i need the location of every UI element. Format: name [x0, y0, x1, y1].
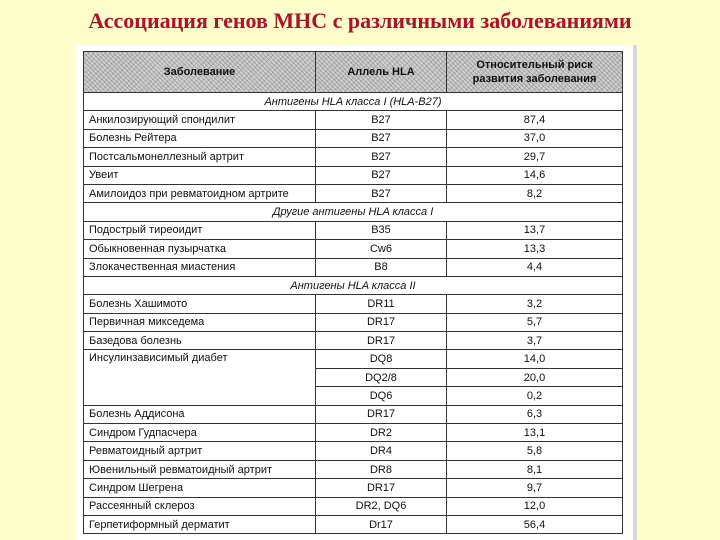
risk-cell: 5,8	[447, 442, 623, 460]
allele-cell: DR2	[316, 424, 447, 442]
risk-cell: 8,2	[447, 184, 623, 202]
risk-cell: 13,1	[447, 424, 623, 442]
risk-cell: 20,0	[447, 368, 623, 386]
table-row	[84, 424, 623, 442]
risk-cell: 5,7	[447, 313, 623, 331]
risk-cell: 14,0	[447, 350, 623, 368]
table-row	[84, 166, 623, 184]
disease-cell: Подострый тиреоидит	[84, 221, 316, 239]
table-row	[84, 258, 623, 276]
risk-cell: 6,3	[447, 405, 623, 423]
disease-cell: Синдром Гудпасчера	[84, 424, 316, 442]
table-row	[84, 148, 623, 166]
allele-cell: Dr17	[316, 515, 447, 533]
disease-cell: Болезнь Аддисона	[84, 405, 316, 423]
risk-cell: 0,2	[447, 387, 623, 405]
table-row	[84, 350, 623, 368]
section-label: Антигены HLA класса I (HLA-B27)	[84, 93, 623, 111]
disease-cell: Синдром Шегрена	[84, 479, 316, 497]
header-disease: Заболевание	[84, 52, 316, 93]
allele-cell: DR17	[316, 405, 447, 423]
allele-cell: DR17	[316, 332, 447, 350]
table-row	[84, 460, 623, 478]
header-allele: Аллель HLA	[316, 52, 447, 93]
table-row	[84, 240, 623, 258]
hla-association-table	[83, 51, 623, 534]
risk-cell: 4,4	[447, 258, 623, 276]
risk-cell: 3,2	[447, 295, 623, 313]
risk-cell: 13,3	[447, 240, 623, 258]
allele-cell: DQ6	[316, 387, 447, 405]
risk-cell: 9,7	[447, 479, 623, 497]
disease-cell: Ревматоидный артрит	[84, 442, 316, 460]
allele-cell: B27	[316, 111, 447, 129]
disease-cell: Рассеянный склероз	[84, 497, 316, 515]
allele-cell: B27	[316, 129, 447, 147]
disease-cell: Анкилозирующий спондилит	[84, 111, 316, 129]
disease-cell: Базедова болезнь	[84, 332, 316, 350]
header-risk: Относительный риск развития заболевания	[447, 52, 623, 93]
table-row	[84, 479, 623, 497]
section-label: Антигены HLA класса II	[84, 276, 623, 294]
table-row	[84, 405, 623, 423]
allele-cell: DQ2/8	[316, 368, 447, 386]
allele-cell: B27	[316, 148, 447, 166]
allele-cell: Cw6	[316, 240, 447, 258]
allele-cell: DR4	[316, 442, 447, 460]
allele-cell: DR8	[316, 460, 447, 478]
disease-cell: Злокачественная миастения	[84, 258, 316, 276]
page-title: Ассоциация генов MHC с различными заболеваниями	[88, 8, 632, 33]
allele-cell: DR17	[316, 313, 447, 331]
table-row	[84, 332, 623, 350]
allele-cell: B27	[316, 166, 447, 184]
disease-cell: Увеит	[84, 166, 316, 184]
disease-cell: Постсальмонеллезный артрит	[84, 148, 316, 166]
allele-cell: B8	[316, 258, 447, 276]
table-body	[84, 93, 623, 534]
allele-cell: DQ8	[316, 350, 447, 368]
risk-cell: 3,7	[447, 332, 623, 350]
disease-cell: Болезнь Хашимото	[84, 295, 316, 313]
section-row	[84, 93, 623, 111]
table-scan	[75, 45, 637, 540]
disease-cell: Герпетиформный дерматит	[84, 515, 316, 533]
allele-cell: DR17	[316, 479, 447, 497]
table-header	[84, 52, 623, 93]
table-row	[84, 442, 623, 460]
table-row	[84, 184, 623, 202]
risk-cell: 56,4	[447, 515, 623, 533]
allele-cell: B27	[316, 184, 447, 202]
table-row	[84, 313, 623, 331]
allele-cell: DR2, DQ6	[316, 497, 447, 515]
table-row	[84, 111, 623, 129]
table-row	[84, 515, 623, 533]
allele-cell: B35	[316, 221, 447, 239]
disease-cell: Амилоидоз при ревматоидном артрите	[84, 184, 316, 202]
table-row	[84, 295, 623, 313]
disease-cell: Инсулинзависимый диабет	[84, 350, 316, 405]
table-row	[84, 129, 623, 147]
section-label: Другие антигены HLA класса I	[84, 203, 623, 221]
section-row	[84, 203, 623, 221]
table-row	[84, 497, 623, 515]
risk-cell: 14,6	[447, 166, 623, 184]
risk-cell: 37,0	[447, 129, 623, 147]
risk-cell: 29,7	[447, 148, 623, 166]
disease-cell: Обыкновенная пузырчатка	[84, 240, 316, 258]
disease-cell: Болезнь Рейтера	[84, 129, 316, 147]
header-row	[84, 52, 623, 93]
allele-cell: DR11	[316, 295, 447, 313]
risk-cell: 87,4	[447, 111, 623, 129]
risk-cell: 8,1	[447, 460, 623, 478]
disease-cell: Ювенильный ревматоидный артрит	[84, 460, 316, 478]
disease-cell: Первичная микседема	[84, 313, 316, 331]
risk-cell: 13,7	[447, 221, 623, 239]
section-row	[84, 276, 623, 294]
table-row	[84, 221, 623, 239]
risk-cell: 12,0	[447, 497, 623, 515]
